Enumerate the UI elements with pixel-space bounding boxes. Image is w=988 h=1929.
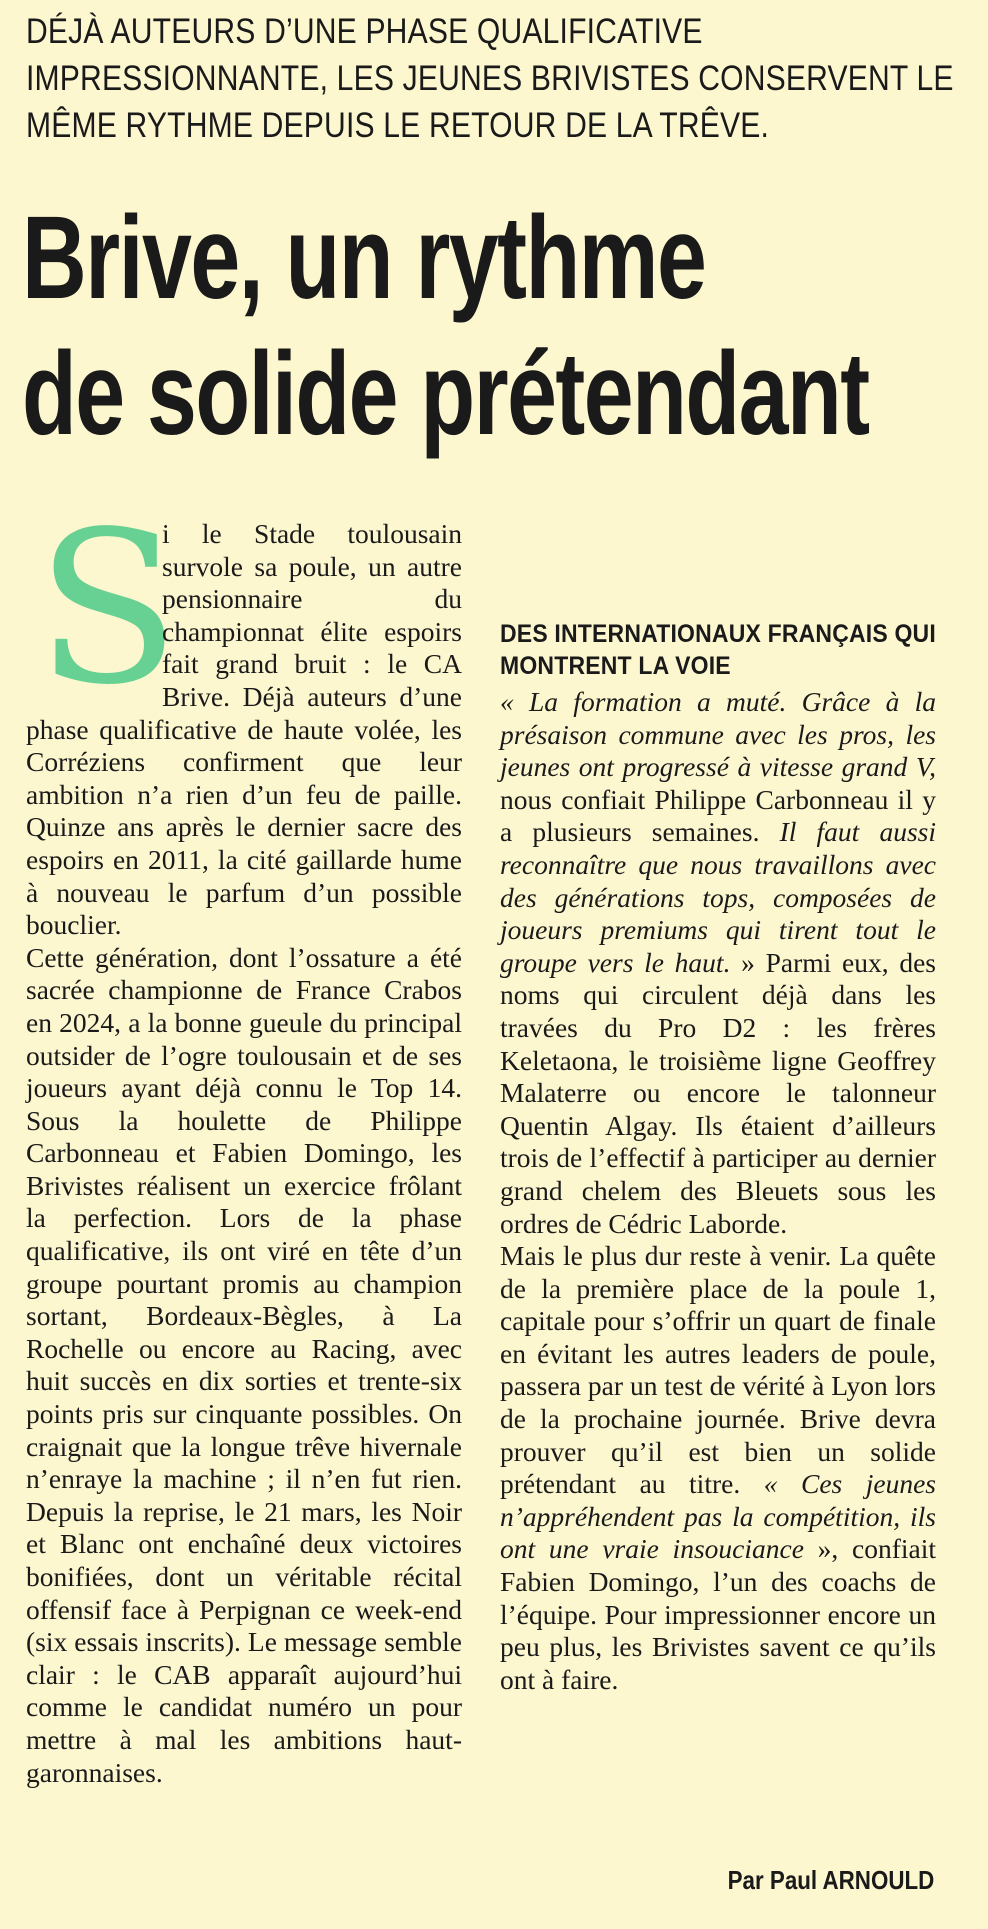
attribution-carbonneau: nous confiait Philippe Carbonneau il y a plusieurs semaines.	[500, 783, 936, 848]
paragraph-formation	[500, 686, 936, 1240]
paragraph-intro: i le Stade toulousain survole sa poule, un autre pensionnaire du championnat élite espoirs fait grand bruit : le CA Brive. Déjà auteurs d’une phase qualificative de haute volée, les Corréziens confirment que leur ambition n’a rien d’un feu de paille. Quinze ans après le dernier sacre des espoirs en 2011, la cité gaillarde hume à nouveau le parfum d’un possible bouclier.	[26, 518, 462, 941]
headline-line-2: de solide prétendant	[22, 328, 869, 460]
paragraph-future-text: Mais le plus dur reste à venir. La quête de la première place de la poule 1, capitale pour s’offrir un quart de finale en évitant les autres leaders de poule, passera par un test de vérité à Lyon lors de la prochaine journée. Brive devra prouver qu’il est bien un solide prétendant au titre.	[500, 1240, 936, 1500]
article-headline	[22, 190, 972, 462]
paragraph-future-end: », confiait Fabien Domingo, l’un des coachs de l’équipe. Pour impressionner encore un peu plus, les Brivistes savent ce qu’ils ont à faire.	[500, 1533, 936, 1695]
quote-carbonneau-1: « La formation a muté. Grâce à la présaison commune avec les pros, les jeunes ont progressé à vitesse grand V,	[500, 686, 936, 783]
article-column-right	[500, 518, 936, 1696]
quote-carbonneau-2: Il faut aussi reconnaître que nous travaillons avec des générations tops, composées de joueurs premiums qui tirent tout le groupe vers le haut.	[500, 816, 936, 978]
drop-cap: S	[36, 486, 180, 731]
headline-line-1: Brive, un rythme	[22, 192, 706, 324]
article-kicker: DÉJÀ AUTEURS D’UNE PHASE QUALIFICATIVE IMPRESSIONNANTE, LES JEUNES BRIVISTES CONSERVENT LE MÊME RYTHME DEPUIS LE RETOUR DE LA TRÊVE.	[26, 12, 954, 145]
paragraph-players: » Parmi eux, des noms qui circulent déjà dans les travées du Pro D2 : les frères Keletaona, le troisième ligne Geoffrey Malaterre ou encore le talonneur Quentin Algay. Ils étaient d’ailleurs trois de l’effectif à participer au dernier grand chelem des Bleuets sous les ordres de Cédric Laborde.	[500, 946, 936, 1239]
article-byline: Par Paul ARNOULD	[727, 1865, 934, 1895]
article-subhead: DES INTERNATIONAUX FRANÇAIS QUI MONTRENT LA VOIE	[500, 620, 936, 680]
article-column-left	[26, 486, 462, 1789]
paragraph-generation: Cette génération, dont l’ossature a été sacrée championne de France Crabos en 2024, a la bonne gueule du principal outsider de l’ogre toulousain et de ses joueurs ayant déjà connu le Top 14. Sous la houlette de Philippe Carbonneau et Fabien Domingo, les Brivistes réalisent un exercice frôlant la perfection. Lors de la phase qualificative, ils ont viré en tête d’un groupe pourtant promis au champion sortant, Bordeaux-Bègles, à La Rochelle ou encore au Racing, avec huit succès en dix sorties et trente-six points pris sur cinquante possibles. On craignait que la longue trêve hivernale n’enraye la machine ; il n’en fut rien. Depuis la reprise, le 21 mars, les Noir et Blanc ont enchaîné deux victoires bonifiées, dont un véritable récital offensif face à Perpignan ce week-end (six essais inscrits). Le message semble clair : le CAB apparaît aujourd’hui comme le candidat numéro un pour mettre à mal les ambitions haut-garonnaises.	[26, 941, 462, 1788]
paragraph-future	[500, 1240, 936, 1696]
quote-domingo: « Ces jeunes n’appréhendent pas la compétition, ils ont une vraie insouciance	[500, 1468, 936, 1565]
column-continuation-spacer	[500, 518, 936, 600]
